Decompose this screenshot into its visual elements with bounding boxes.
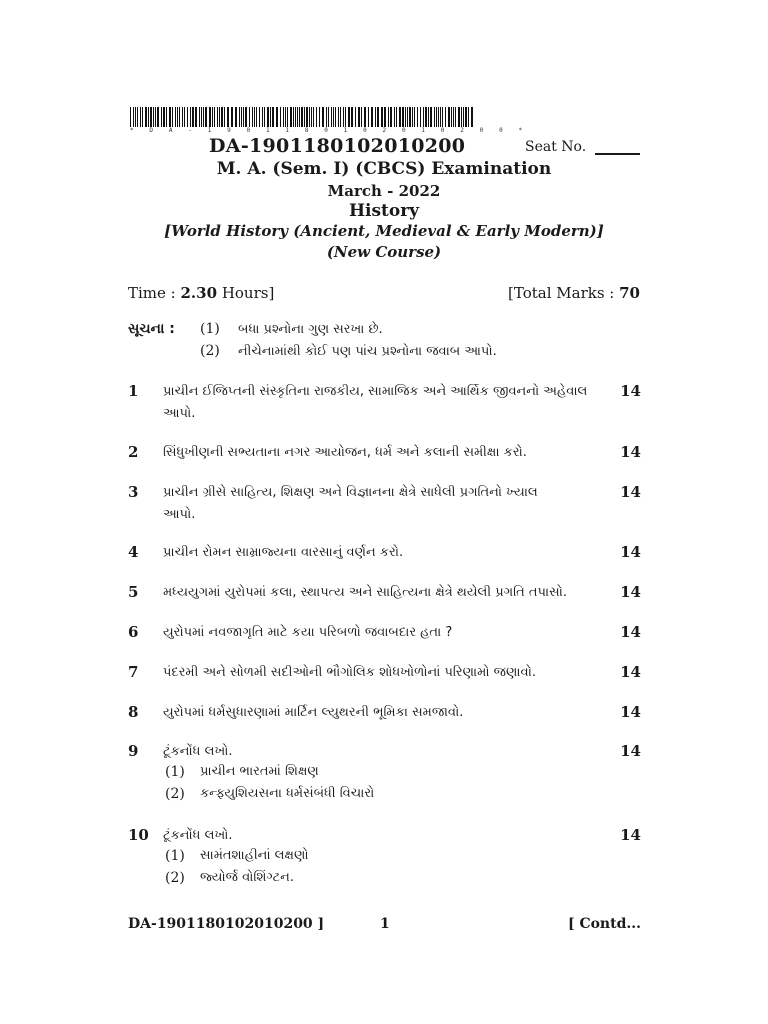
total-marks-value: 70	[619, 284, 640, 302]
question-number: 3	[128, 483, 139, 501]
question-text: યુરોપમાં ધર્મસુધારણામાં માર્ટિન લ્યુથરની ભૂમિકા સમજાવો.	[163, 705, 464, 720]
sub-question-number: (1)	[165, 848, 185, 864]
question-text-continued: આપો.	[163, 507, 196, 522]
question-number: 5	[128, 583, 139, 601]
question-marks: 14	[620, 663, 641, 681]
question-text: પ્રાચીન ગ્રીસે સાહિત્ય, શિક્ષણ અને વિજ્ઞાનના ક્ષેત્રે સાધેલી પ્રગતિનો ખ્યાલ	[163, 485, 538, 500]
question-text-continued: આપો.	[163, 406, 196, 421]
barcode-image	[130, 107, 475, 127]
instruction-number: (2)	[200, 343, 220, 359]
time-unit: Hours]	[217, 284, 275, 302]
question-text: ટૂંકનોંધ લખો.	[163, 828, 233, 843]
question-number: 8	[128, 703, 139, 721]
sub-question-text: જ્યોર્જ વોશિંગ્ટન.	[200, 870, 294, 885]
sub-question-text: કન્ફ્યુશિયસના ધર્મસંબંધી વિચારો	[200, 786, 375, 801]
question-marks: 14	[620, 543, 641, 561]
question-number: 7	[128, 663, 139, 681]
question-text: પ્રાચીન રોમન સામ્રાજ્યના વારસાનું વર્ણન કરો.	[163, 545, 404, 560]
paper-title: [World History (Ancient, Medieval & Early Modern)]	[164, 222, 604, 240]
total-marks	[508, 284, 640, 302]
question-marks: 14	[620, 623, 641, 641]
sub-question-text: પ્રાચીન ભારતમાં શિક્ષણ	[200, 764, 319, 779]
question-text: મધ્યયુગમાં યુરોપમાં કલા, સ્થાપત્ય અને સાહિત્યના ક્ષેત્રે થયેલી પ્રગતિ તપાસો.	[163, 585, 567, 600]
question-number: 6	[128, 623, 139, 641]
question-marks: 14	[620, 443, 641, 461]
sub-question-number: (2)	[165, 786, 185, 802]
question-text: સિંધુખીણની સભ્યતાના નગર આયોજન, ધર્મ અને કલાની સમીક્ષા કરો.	[163, 445, 527, 460]
question-text: પ્રાચીન ઈજિપ્તની સંસ્કૃતિના રાજકીય, સામાજિક અને આર્થિક જીવનનો અહેવાલ	[163, 384, 588, 399]
question-text: ટૂંકનોંધ લખો.	[163, 744, 233, 759]
instruction-number: (1)	[200, 321, 220, 337]
question-marks: 14	[620, 742, 641, 760]
question-number: 2	[128, 443, 139, 461]
subject-title: History	[348, 201, 420, 221]
question-number: 10	[128, 826, 149, 844]
question-marks: 14	[620, 703, 641, 721]
instruction-text: નીચેનામાંથી કોઈ પણ પાંચ પ્રશ્નોના જવાબ આપો.	[238, 344, 497, 359]
question-text: યુરોપમાં નવજાગૃતિ માટે કયા પરિબળો જવાબદાર હતા ?	[163, 625, 453, 640]
page-number: 1	[380, 916, 390, 932]
instruction-text: બધા પ્રશ્નોના ગુણ સરખા છે.	[238, 322, 383, 337]
sub-question-text: સામંતશાહીનાં લક્ષણો	[200, 848, 309, 863]
exam-month-year: March - 2022	[327, 182, 441, 200]
question-marks: 14	[620, 483, 641, 501]
question-number: 4	[128, 543, 139, 561]
instructions-label: સૂચના :	[128, 321, 175, 337]
question-number: 9	[128, 742, 139, 760]
sub-question-number: (1)	[165, 764, 185, 780]
question-text: પંદરમી અને સોળમી સદીઓની ભૌગોલિક શોધખોળોનાં પરિણામો જણાવો.	[163, 665, 536, 680]
question-marks: 14	[620, 583, 641, 601]
exam-title: M. A. (Sem. I) (CBCS) Examination	[216, 159, 552, 179]
time-allowed	[128, 284, 274, 302]
question-number: 1	[128, 382, 139, 400]
total-marks-label: [Total Marks :	[508, 284, 620, 302]
continued-label: [ Contd...	[567, 916, 641, 932]
sub-question-number: (2)	[165, 870, 185, 886]
time-label: Time :	[128, 284, 181, 302]
question-marks: 14	[620, 826, 641, 844]
footer-paper-code: DA-1901180102010200 ]	[128, 916, 325, 932]
course-label: (New Course)	[326, 243, 442, 261]
seat-no-label: Seat No.	[525, 139, 587, 155]
barcode-caption: * D A - 1 9 0 1 1 8 0 1 0 2 0 1 0 2 0 0 *	[130, 127, 529, 134]
seat-no-blank	[595, 153, 640, 155]
paper-code: DA-1901180102010200	[209, 135, 466, 157]
time-value: 2.30	[180, 284, 218, 302]
question-marks: 14	[620, 382, 641, 400]
